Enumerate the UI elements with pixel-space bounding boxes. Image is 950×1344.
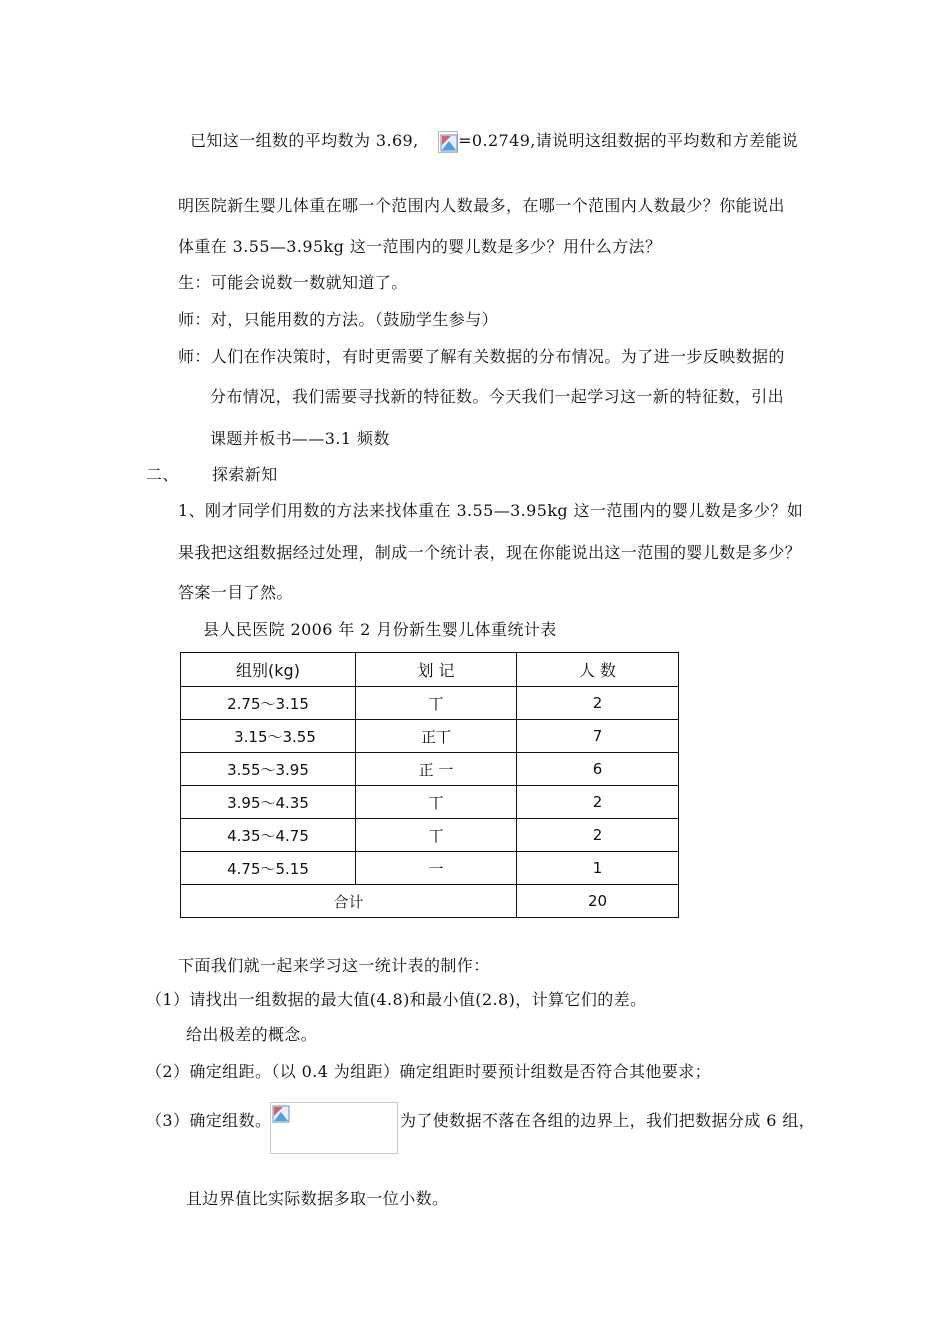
table-row — [181, 720, 679, 753]
table-row — [181, 786, 679, 819]
paragraph-line: 生：可能会说数一数就知道了。 — [178, 273, 408, 292]
cell-range: 4.75～5.15 — [181, 852, 356, 885]
paragraph-line — [190, 128, 798, 153]
cell-count: 2 — [517, 786, 679, 819]
paragraph-line: 下面我们就一起来学习这一统计表的制作： — [178, 956, 490, 975]
cell-tally: 正 一 — [356, 753, 517, 786]
paragraph-line: （1）请找出一组数据的最大值(4.8)和最小值(2.8)，计算它们的差。 — [146, 990, 647, 1009]
paragraph-line: 给出极差的概念。 — [186, 1025, 318, 1044]
broken-image-icon — [271, 1103, 291, 1125]
weight-stats-table — [180, 652, 679, 918]
cell-count: 6 — [517, 753, 679, 786]
table-header-row — [181, 653, 679, 687]
paragraph-line: （2）确定组距。（以 0.4 为组距）确定组距时要预计组数是否符合其他要求； — [146, 1062, 711, 1081]
cell-range: 2.75～3.15 — [181, 687, 356, 720]
header-group: 组别(kg) — [181, 653, 356, 687]
cell-count: 2 — [517, 687, 679, 720]
paragraph-line: （3）确定组数。 — [146, 1111, 272, 1130]
paragraph-line: 明医院新生婴儿体重在哪一个范围内人数最多，在哪一个范围内人数最少？你能说出 — [178, 196, 785, 215]
cell-tally: 丅 — [356, 687, 517, 720]
embedded-image-frame — [270, 1102, 398, 1154]
paragraph-line: 课题并板书——3.1 频数 — [210, 429, 390, 448]
cell-count: 2 — [517, 819, 679, 852]
broken-image-icon — [438, 131, 458, 153]
paragraph-line: 答案一目了然。 — [178, 583, 293, 602]
cell-tally: 正丅 — [356, 720, 517, 753]
cell-total-count: 20 — [517, 885, 679, 918]
table-row — [181, 852, 679, 885]
cell-tally: 一 — [356, 852, 517, 885]
cell-total-label: 合计 — [181, 885, 517, 918]
paragraph-line: 果我把这组数据经过处理，制成一个统计表，现在你能说出这一范围的婴儿数是多少？ — [178, 543, 802, 562]
table-row — [181, 687, 679, 720]
paragraph-line: 分布情况，我们需要寻找新的特征数。今天我们一起学习这一新的特征数，引出 — [210, 387, 785, 406]
cell-range: 3.55～3.95 — [181, 753, 356, 786]
header-count: 人 数 — [517, 653, 679, 687]
line-text: =0.2749,请说明这组数据的平均数和方差能说 — [458, 131, 799, 150]
cell-tally: 丅 — [356, 786, 517, 819]
table-total-row — [181, 885, 679, 918]
paragraph-line: 体重在 3.55—3.95kg 这一范围内的婴儿数是多少？用什么方法？ — [178, 237, 662, 256]
cell-tally: 丅 — [356, 819, 517, 852]
section-title: 探索新知 — [212, 465, 278, 484]
cell-range: 3.15～3.55 — [181, 720, 356, 753]
table-row — [181, 819, 679, 852]
cell-range: 3.95～4.35 — [181, 786, 356, 819]
cell-count: 1 — [517, 852, 679, 885]
paragraph-line: 且边界值比实际数据多取一位小数。 — [186, 1189, 449, 1208]
cell-range: 4.35～4.75 — [181, 819, 356, 852]
table-row — [181, 753, 679, 786]
paragraph-line: 师：对，只能用数的方法。（鼓励学生参与） — [178, 310, 499, 329]
header-tally: 划 记 — [356, 653, 517, 687]
table-caption: 县人民医院 2006 年 2 月份新生婴儿体重统计表 — [203, 620, 557, 639]
line-text: 已知这一组数的平均数为 3.69, — [190, 131, 419, 150]
paragraph-line: 为了使数据不落在各组的边界上，我们把数据分成 6 组， — [400, 1111, 816, 1130]
section-number: 二、 — [146, 465, 179, 484]
paragraph-line: 师：人们在作决策时，有时更需要了解有关数据的分布情况。为了进一步反映数据的 — [178, 347, 785, 366]
cell-count: 7 — [517, 720, 679, 753]
paragraph-line: 1、刚才同学们用数的方法来找体重在 3.55—3.95kg 这一范围内的婴儿数是多少？如 — [178, 501, 804, 520]
